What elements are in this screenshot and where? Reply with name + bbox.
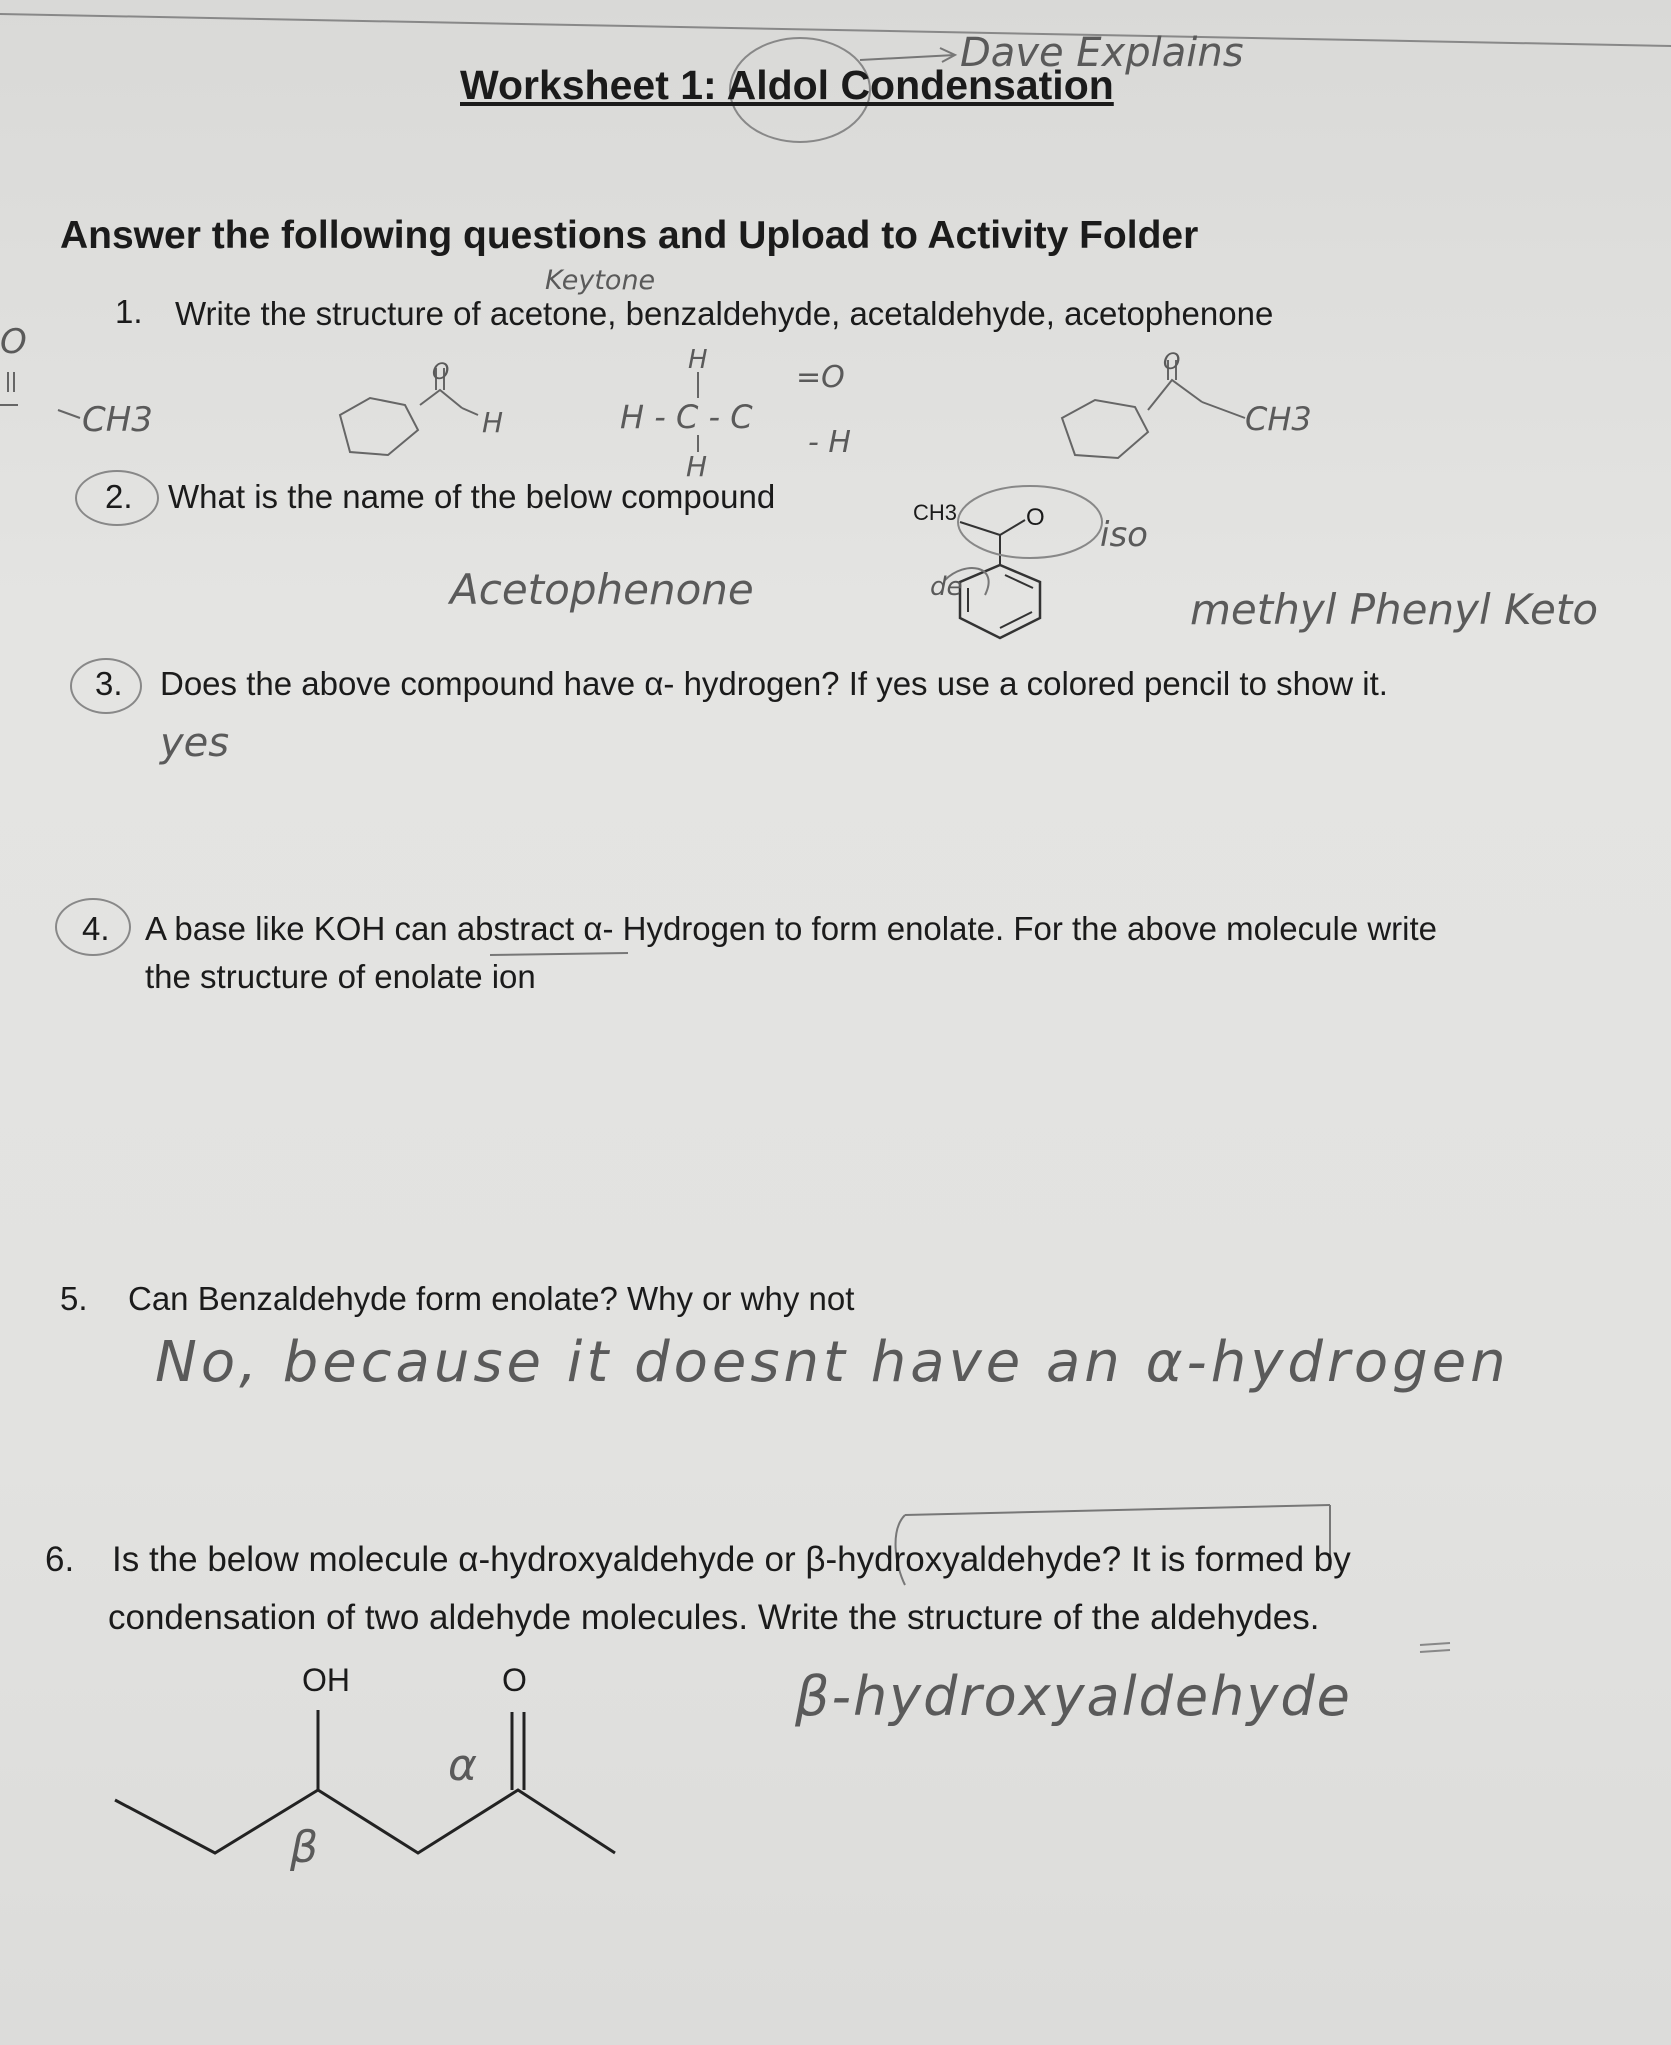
q3-answer: yes bbox=[160, 720, 230, 766]
q2-answer: Acetophenone bbox=[450, 565, 754, 614]
instructions-heading: Answer the following questions and Upload to Activity Folder bbox=[60, 214, 1199, 257]
q3-text: Does the above compound have α- hydrogen? If yes use a colored pencil to show it. bbox=[160, 665, 1388, 702]
q6-answer: β-hydroxyaldehyde bbox=[795, 1665, 1352, 1728]
q5-answer: No, because it doesnt have an α-hydrogen bbox=[155, 1330, 1510, 1395]
q1-benzaldehyde-h: H bbox=[482, 406, 504, 439]
q2-compound-o: O bbox=[1026, 504, 1045, 531]
q1-number: 1. bbox=[115, 293, 143, 330]
q2-annotation-de: de bbox=[930, 572, 963, 602]
q1-benzaldehyde-o: O bbox=[432, 360, 450, 385]
q1-text: Write the structure of acetone, benzaldehyde, acetaldehyde, acetophenone bbox=[175, 295, 1274, 332]
q2-text: What is the name of the below compound bbox=[168, 478, 776, 515]
worksheet-title: Worksheet 1: Aldol Condensation bbox=[460, 62, 1114, 108]
q6-structure-oh: OH bbox=[302, 1662, 350, 1698]
q2-number: 2. bbox=[105, 478, 133, 515]
q1-acetophenone-o: O bbox=[1163, 350, 1181, 375]
q6-structure-o: O bbox=[502, 1662, 527, 1698]
q1-acetone-o: O bbox=[0, 322, 27, 362]
q1-acetaldehyde-formula: H - C - C bbox=[620, 398, 753, 436]
q5-text: Can Benzaldehyde form enolate? Why or why not bbox=[128, 1280, 855, 1317]
q1-acetone-ch3: CH3 bbox=[82, 400, 153, 440]
q4-text-line1: A base like KOH can abstract α- Hydrogen to form enolate. For the above molecule write bbox=[145, 910, 1438, 947]
q1-acetaldehyde-bottom-h: H bbox=[686, 450, 708, 483]
q1-annotation-keytone: Keytone bbox=[545, 265, 656, 296]
q6-text-line1: Is the below molecule α-hydroxyaldehyde or β-hydroxyaldehyde? It is formed by bbox=[112, 1540, 1351, 1579]
q1-acetaldehyde-o: =O bbox=[796, 360, 845, 395]
q1-acetaldehyde-top-h: H bbox=[688, 345, 708, 375]
q5-number: 5. bbox=[60, 1280, 88, 1317]
q2-compound-ch3: CH3 bbox=[913, 500, 958, 525]
q2-annotation-alt-name: methyl Phenyl Keto bbox=[1190, 585, 1599, 634]
q2-annotation-iso: iso bbox=[1100, 515, 1148, 555]
q1-acetophenone-ch3: CH3 bbox=[1245, 400, 1312, 438]
q6-label-beta: β bbox=[290, 1822, 319, 1873]
q1-acetaldehyde-right-h: - H bbox=[808, 425, 851, 460]
q4-number: 4. bbox=[82, 910, 110, 947]
annotation-dave-explains: Dave Explains bbox=[960, 30, 1244, 76]
q6-label-alpha: α bbox=[448, 1740, 478, 1791]
q6-text-line2: condensation of two aldehyde molecules. Write the structure of the aldehydes. bbox=[108, 1598, 1320, 1637]
q4-text-line2: the structure of enolate ion bbox=[145, 958, 536, 995]
q3-number: 3. bbox=[95, 665, 123, 702]
q6-number: 6. bbox=[45, 1540, 75, 1579]
